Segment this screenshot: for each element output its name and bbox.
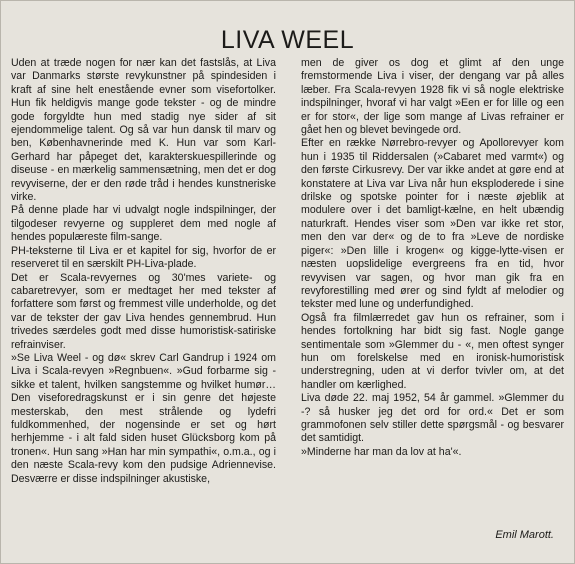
paragraph: Efter en række Nørrebro-revyer og Apollorevyer kom hun i 1935 til Riddersalen (»Cabaret med varmt«) og den første Cirkusrevy. Der var ikke andet at gøre end at konstatere at Liva var Liva når hun eksploderede i sine drilske og spotske pointer for i næste øjeblik at modulere over i det bamligt-kælne, en helt ubændig naturkraft. Hendes viser som »Den var ikke ret stor, men den var der« og de to fra »Leve de nordiske piger«: »Den lille i krogen« og kigge-lytte-visen er næsten uopslidelige evergreens fra en tid, hvor revyvisen var sagen, og hvor man gik fra en revyforestilling med ører og sind fyldt af melodier og tekster med lune og underfundighed.	[301, 137, 564, 311]
left-column	[11, 57, 276, 486]
paragraph: »Se Liva Weel - og dø« skrev Carl Gandrup i 1924 om Liva i Scala-revyen »Regnbuen«. »Gud forbarme sig - sikke et talent, hvilken sangstemme og hvilket humør… Den viseforedragskunst er i sin genre det højeste mesterskab, den mest strålende og lydefri fuldkommenhed, der nogensinde er set og hørt herhjemme - i alt fald siden huset Glücksborg kom på tronen«. Hun sang »Han har min sympathi«, o.m.a., og i den næste Scala-revy kom den pudsige Adriennevise. Desværre er disse indspilninger akustiske,	[11, 351, 276, 485]
paragraph: Også fra filmlærredet gav hun os refrainer, som i hendes fortolkning har bidt sig fast. Nogle gange sentimentale som »Glemmer du - «, men oftest synger hun om forelskelse med en ironisk-humoristisk understregning, uden at vi derfor tvivler om, at det handler om kærlighed.	[301, 311, 564, 391]
paragraph: Det er Scala-revyernes og 30'mes variete- og cabaretrevyer, som er medtaget her med tekster af forfattere som først og fremmest ville underholde, og det var de tekster der gav Liva hendes gennembrud. Hun trivedes særdeles godt med disse humoristisk-satiriske refrainviser.	[11, 271, 276, 351]
paragraph: Liva døde 22. maj 1952, 54 år gammel. »Glemmer du -? så husker jeg det ord for ord.« Det er som grammofonen selv stiller dette spørgsmål - og besvarer det samtidigt.	[301, 392, 564, 445]
page-title: LIVA WEEL	[220, 25, 355, 54]
author-signature: Emil Marott.	[495, 529, 554, 541]
right-column	[301, 57, 564, 459]
paragraph: PH-teksterne til Liva er et kapitel for sig, hvorfor de er reserveret til en særskilt PH-Liva-plade.	[11, 244, 276, 271]
paragraph: »Minderne har man da lov at ha'«.	[301, 445, 462, 458]
paragraph: Uden at træde nogen for nær kan det fastslås, at Liva var Danmarks største revykunstner på spindesiden i kraft af sine helt enestående evner som visefortolker. Hun fik heldigvis mange gode tekster - og de mindre gode forgyldte hun med stadig nye sider af sit ejendommelige talent. Og så var hun dansk til marv og ben, Københavnerinde med K. Hun var som Karl-Gerhard har påpeget det, karakterskuespillerinde og diseuse - en mærkelig sammensætning, men det er dog revyviserne, der er den røde tråd i hendes kunstneriske virke.	[11, 57, 276, 204]
paragraph: På denne plade har vi udvalgt nogle indspilninger, der tilgodeser revyerne og suppleret dem med nogle af hendes populæreste film-sange.	[11, 204, 276, 244]
paragraph: men de giver os dog et glimt af den unge fremstormende Liva i viser, der dengang var på alles læber. Fra Scala-revyen 1928 fik vi så nogle elektriske indspilninger, hvoraf vi har valgt »Een er for lille og een er for stor«, der lige som mange af Livas refrainer er gået hen og blevet bevingede ord.	[301, 57, 564, 137]
